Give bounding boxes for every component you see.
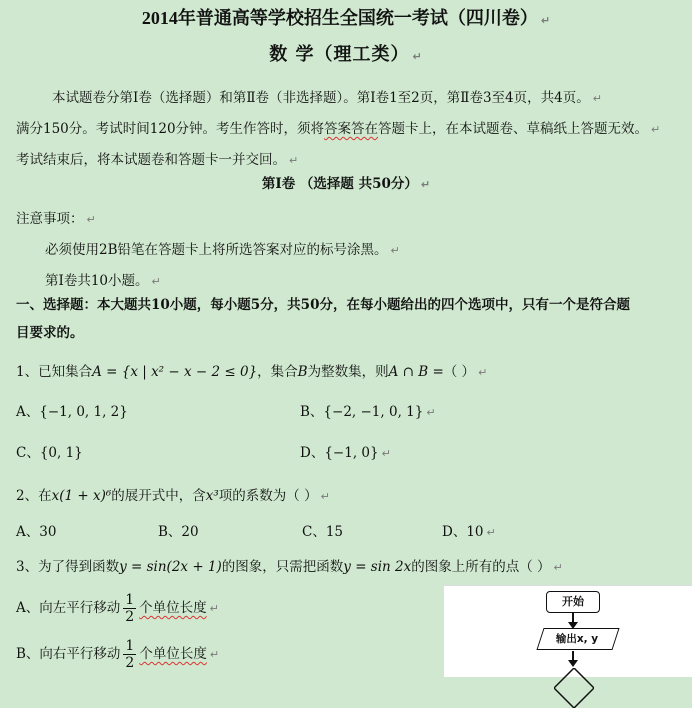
question-1-option-d: D、{−1, 0} ↵	[300, 445, 391, 461]
exam-subtitle: 数 学（理工类） ↵	[269, 44, 423, 65]
flowchart-figure	[444, 585, 692, 677]
question-3-option-a: A、向左平行移动 $\frac{1}{2}$ 个单位长度 ↵	[16, 592, 219, 625]
fraction-one-half: $\frac{1}{2}$	[125, 592, 135, 625]
flowchart-output-node: 输出x, y	[534, 628, 614, 650]
notice-heading: 注意事项： ↵	[16, 211, 96, 227]
exam-title: 2014年普通高等学校招生全国统一考试（四川卷） ↵	[141, 8, 551, 28]
question-3-option-b: B、向右平行移动 $\frac{1}{2}$ 个单位长度 ↵	[16, 638, 220, 671]
flowchart-start-node: 开始	[546, 591, 600, 613]
set-a-expression: A = {x | x² − x − 2 ≤ 0}	[92, 364, 258, 380]
intro-line-2: 满分150分。考试时间120分钟。考生作答时，须将答案答在答题卡上，在本试题卷、草稿纸上答题无效。 ↵	[16, 121, 661, 137]
question-1-stem: 1、已知集合A = {x | x² − x − 2 ≤ 0}，集合B为整数集，则A ∩ B =（ ） ↵	[16, 364, 488, 380]
arrow-down-icon	[568, 660, 578, 667]
question-1-option-c: C、{0, 1}	[16, 445, 83, 461]
section-title: 第Ⅰ卷 （选择题 共50分） ↵	[261, 176, 431, 192]
question-1-option-a: A、{−1, 0, 1, 2}	[16, 404, 128, 420]
notice-item-2: 第Ⅰ卷共10小题。 ↵	[45, 273, 161, 289]
part-heading-line-1: 一、选择题：本大题共10小题，每小题5分，共50分，在每小题给出的四个选项中，只有一个是符合题	[16, 297, 630, 313]
intro-line-1: 本试题卷分第Ⅰ卷（选择题）和第Ⅱ卷（非选择题）。第Ⅰ卷1至2页，第Ⅱ卷3至4页，共4页。 ↵	[52, 90, 602, 106]
intro-line-3: 考试结束后，将本试题卷和答题卡一并交回。 ↵	[16, 152, 299, 168]
function-expression-1: y = sin(2x + 1)	[119, 559, 222, 575]
question-2-option-c: C、15	[302, 524, 344, 540]
question-2-option-a: A、30	[16, 524, 57, 540]
wavy-underlined-phrase: 答案答在	[324, 121, 379, 137]
question-3-stem: 3、为了得到函数y = sin(2x + 1)的图象，只需把函数y = sin 2x的图象上所有的点（ ） ↵	[16, 559, 563, 575]
function-expression-2: y = sin 2x	[343, 559, 412, 575]
part-heading-line-2: 目要求的。	[16, 325, 84, 341]
intersection-expression: A ∩ B =	[388, 364, 444, 380]
question-2-option-b: B、20	[158, 524, 199, 540]
binomial-expression: x(1 + x)⁶	[51, 488, 112, 504]
flowchart-decision-node	[554, 668, 594, 708]
notice-item-1: 必须使用2B铅笔在答题卡上将所选答案对应的标号涂黑。 ↵	[45, 242, 400, 258]
question-2-option-d: D、10 ↵	[442, 524, 496, 540]
question-1-option-b: B、{−2, −1, 0, 1} ↵	[300, 404, 436, 420]
question-2-stem: 2、在x(1 + x)⁶的展开式中，含x³项的系数为（ ） ↵	[16, 488, 330, 504]
fraction-one-half: $\frac{1}{2}$	[125, 638, 135, 671]
